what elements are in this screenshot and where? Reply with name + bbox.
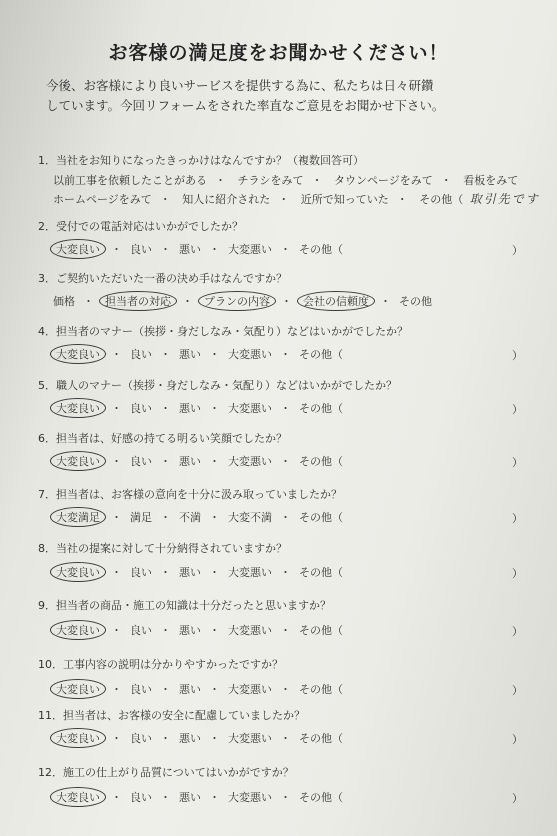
separator: ・ <box>209 732 220 745</box>
separator: ・ <box>111 455 122 468</box>
closing-parenthesis: ） <box>512 625 523 638</box>
option[interactable]: 悪い <box>179 732 201 745</box>
question-1-options-line-2: ホームページをみて ・ 知人に紹介された ・ 近所で知っていた ・ その他（ 取引先です <box>50 190 540 207</box>
separator: ・ <box>280 732 291 745</box>
option[interactable]: ホームページをみて <box>53 193 152 206</box>
selected-option[interactable]: プランの内容 <box>198 291 276 311</box>
option[interactable]: 良い <box>130 732 152 745</box>
option[interactable]: 価格 <box>53 295 75 308</box>
option[interactable]: 良い <box>130 791 152 804</box>
separator: ・ <box>209 455 220 468</box>
selected-option[interactable]: 大変良い <box>50 451 106 471</box>
option[interactable]: 良い <box>130 348 152 361</box>
question-9: 9．担当者の商品・施工の知識は十分だったと思いますか？ <box>38 599 331 612</box>
separator: ・ <box>160 683 171 696</box>
page-title: お客様の満足度をお聞かせください！ <box>108 42 449 64</box>
question-11: 11．担当者は、お客様の安全に配慮していましたか？ <box>38 709 305 722</box>
separator: ・ <box>209 791 220 804</box>
question-8: 8．当社の提案に対して十分納得されていますか？ <box>38 542 287 555</box>
question-5-options <box>50 398 346 418</box>
option[interactable]: 大変悪い <box>228 402 272 415</box>
question-11-options <box>50 728 346 748</box>
question-7: 7．担当者は、お客様の意向を十分に汲み取っていましたか？ <box>38 488 342 501</box>
separator: ・ <box>160 624 171 637</box>
option[interactable]: その他（ <box>299 732 343 745</box>
separator: ・ <box>280 455 291 468</box>
option[interactable]: 大変悪い <box>228 348 272 361</box>
selected-option[interactable]: 大変良い <box>50 239 106 259</box>
option[interactable]: 大変悪い <box>228 243 272 256</box>
option[interactable]: 良い <box>130 624 152 637</box>
separator: ・ <box>111 511 122 524</box>
separator: ・ <box>280 683 291 696</box>
separator: ・ <box>280 243 291 256</box>
closing-parenthesis: ） <box>512 684 523 697</box>
option[interactable]: その他（ <box>419 193 464 206</box>
separator: ・ <box>160 732 171 745</box>
intro-line-2: しています。今回リフォームをされた率直なご意見をお聞かせ下さい。 <box>46 98 445 113</box>
closing-parenthesis: ） <box>512 512 523 525</box>
closing-parenthesis: ） <box>512 567 523 580</box>
question-3: 3．ご契約いただいた一番の決め手はなんですか？ <box>38 272 287 285</box>
selected-option[interactable]: 会社の信頼度 <box>297 291 375 311</box>
selected-option[interactable]: 大変良い <box>50 562 106 582</box>
option[interactable]: 大変悪い <box>228 732 272 745</box>
closing-parenthesis: ） <box>512 733 523 746</box>
question-12: 12．施工の仕上がり品質についてはいかがですか？ <box>38 766 294 779</box>
option[interactable]: タウンページをみて <box>334 174 433 187</box>
option[interactable]: その他（ <box>299 511 343 524</box>
selected-option[interactable]: 大変良い <box>50 679 106 699</box>
question-1: 1．当社をお知りになったきっかけはなんですか？（複数回答可） <box>38 154 364 167</box>
question-6: 6．担当者は、好感の持てる明るい笑顔でしたか？ <box>38 432 287 445</box>
separator: ・ <box>160 348 171 361</box>
option[interactable]: その他（ <box>299 402 343 415</box>
closing-parenthesis: ） <box>512 456 523 469</box>
option[interactable]: 以前工事を依頼したことがある <box>53 174 207 187</box>
question-9-options <box>50 620 346 640</box>
separator: ・ <box>280 624 291 637</box>
separator: ・ <box>209 348 220 361</box>
selected-option[interactable]: 大変満足 <box>50 507 106 527</box>
question-10-options <box>50 679 346 699</box>
option[interactable]: 大変不満 <box>228 511 272 524</box>
separator: ・ <box>209 402 220 415</box>
question-12-options <box>50 787 346 807</box>
separator: ・ <box>209 683 220 696</box>
separator: ・ <box>111 402 122 415</box>
option[interactable]: 大変悪い <box>228 624 272 637</box>
option[interactable]: チラシをみて <box>237 174 304 187</box>
option[interactable]: 大変悪い <box>228 566 272 579</box>
separator: ・ <box>281 295 292 308</box>
separator: ・ <box>182 295 193 308</box>
option[interactable]: 知人に紹介された <box>182 193 271 206</box>
option[interactable]: その他（ <box>299 683 343 696</box>
option[interactable]: その他 <box>399 295 432 308</box>
option[interactable]: 悪い <box>179 683 201 696</box>
question-6-options <box>50 451 346 471</box>
question-3-options <box>50 291 435 311</box>
option[interactable]: その他（ <box>299 791 343 804</box>
question-10: 10．工事内容の説明は分かりやすかったですか？ <box>38 658 283 671</box>
separator: ・ <box>280 566 291 579</box>
intro-line-1: 今後、お客様により良いサービスを提供する為に、私たちは日々研鑽 <box>46 78 434 93</box>
option[interactable]: 良い <box>130 455 152 468</box>
separator: ・ <box>111 348 122 361</box>
separator: ・ <box>111 624 122 637</box>
separator: ・ <box>209 566 220 579</box>
option[interactable]: 良い <box>130 683 152 696</box>
option[interactable]: 良い <box>130 402 152 415</box>
selected-option[interactable]: 大変良い <box>50 728 106 748</box>
option[interactable]: 良い <box>130 243 152 256</box>
separator: ・ <box>160 791 171 804</box>
option[interactable]: 大変悪い <box>228 791 272 804</box>
separator: ・ <box>83 295 94 308</box>
option[interactable]: 悪い <box>179 243 201 256</box>
closing-parenthesis: ） <box>512 349 523 362</box>
separator: ・ <box>280 402 291 415</box>
option[interactable]: 悪い <box>179 624 201 637</box>
selected-option[interactable]: 大変良い <box>50 787 106 807</box>
separator: ・ <box>160 566 171 579</box>
option[interactable]: その他（ <box>299 243 343 256</box>
option[interactable]: その他（ <box>299 455 343 468</box>
separator: ・ <box>111 732 122 745</box>
closing-parenthesis: ） <box>512 403 523 416</box>
question-8-options <box>50 562 346 582</box>
separator: ・ <box>160 402 171 415</box>
separator: ・ <box>160 243 171 256</box>
separator: ・ <box>160 511 171 524</box>
separator: ・ <box>111 683 122 696</box>
option[interactable]: その他（ <box>299 624 343 637</box>
separator: ・ <box>380 295 391 308</box>
option[interactable]: 悪い <box>179 455 201 468</box>
selected-option[interactable]: 大変良い <box>50 620 106 640</box>
option[interactable]: 大変悪い <box>228 683 272 696</box>
option[interactable]: 近所で知っていた <box>300 193 389 206</box>
question-2-options <box>50 239 346 259</box>
separator: ・ <box>209 243 220 256</box>
question-7-options <box>50 507 346 527</box>
closing-parenthesis: ） <box>512 244 523 257</box>
separator: ・ <box>280 348 291 361</box>
option[interactable]: 悪い <box>179 566 201 579</box>
separator: ・ <box>280 791 291 804</box>
option[interactable]: 満足 <box>130 511 152 524</box>
separator: ・ <box>111 243 122 256</box>
question-4: 4．担当者のマナー（挨拶・身だしなみ・気配り）などはいかがでしたか？ <box>38 325 408 338</box>
separator: ・ <box>111 791 122 804</box>
question-2: 2．受付での電話対応はいかがでしたか？ <box>38 220 243 233</box>
selected-option[interactable]: 担当者の対応 <box>99 291 177 311</box>
selected-option[interactable]: 大変良い <box>50 344 106 364</box>
option[interactable]: 悪い <box>179 348 201 361</box>
question-5: 5．職人のマナー（挨拶・身だしなみ・気配り）などはいかがでしたか？ <box>38 379 397 392</box>
separator: ・ <box>209 624 220 637</box>
question-4-options <box>50 344 346 364</box>
selected-option[interactable]: 大変良い <box>50 398 106 418</box>
option[interactable]: 看板をみて <box>463 174 519 187</box>
separator: ・ <box>209 511 220 524</box>
separator: ・ <box>160 455 171 468</box>
separator: ・ <box>280 511 291 524</box>
option[interactable]: 大変悪い <box>228 455 272 468</box>
option[interactable]: 良い <box>130 566 152 579</box>
question-1-options-line-1: 以前工事を依頼したことがある ・ チラシをみて ・ タウンページをみて ・ 看板をみて <box>50 172 521 188</box>
option[interactable]: 不満 <box>179 511 201 524</box>
option[interactable]: その他（ <box>299 566 343 579</box>
handwritten-answer: 取引先です <box>469 192 540 206</box>
option[interactable]: 悪い <box>179 402 201 415</box>
option[interactable]: 悪い <box>179 791 201 804</box>
closing-parenthesis: ） <box>512 792 523 805</box>
separator: ・ <box>111 566 122 579</box>
option[interactable]: その他（ <box>299 348 343 361</box>
